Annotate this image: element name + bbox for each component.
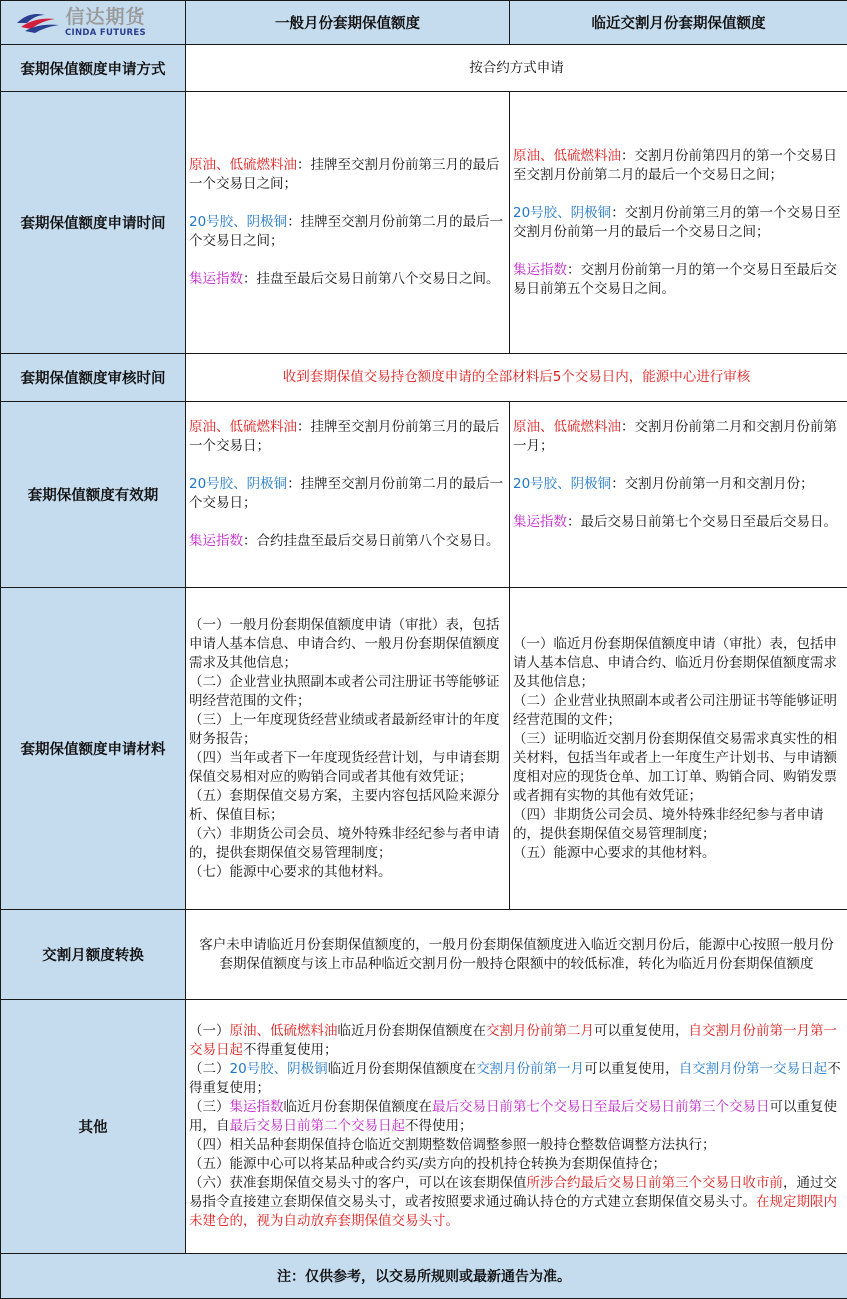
logo-english-text: CINDA FUTURES [65,29,146,38]
other-item-6: （六）获准套期保值交易头寸的客户，可以在该套期保值所涉合约最后交易日前第三个交易日收市前，通过交易指令直接建立套期保值交易头寸，或者按照要求通过确认持仓的方式建立套期保值交易头寸。在规定期限内未建仓的，视为自动放弃套期保值交易头寸。 [189,1174,844,1231]
label-validity: 套期保值额度有效期 [1,402,186,588]
apply-time-general [186,92,510,354]
other-item-1: （一）原油、低硫燃料油临近月份套期保值额度在交割月份前第二月可以重复使用，自交割月份前第一月第一交易日起不得重复使用； [189,1022,844,1060]
transfer-value: 客户未申请临近月份套期保值额度的，一般月份套期保值额度进入临近交割月份后，能源中心按照一般月份套期保值额度与该上市品种临近交割月份一般持仓限额中的较低标准，转化为临近月份套期保值额度 [186,910,847,1000]
row-apply-time [1,92,847,354]
product-freight-index: 集运指数 [189,271,243,287]
materials-near: （一）临近月份套期保值额度申请（审批）表，包括申请人基本信息、申请合约、临近月份套期保值额度需求及其他信息； （二）企业营业执照副本或者公司注册证书等能够证明经营范围的文件； （三）证明临近交割月份套期保值交易需求真实性的相关材料，包括当年或者上一年度生产计划书、与申请额度相对应的现货仓单、加工订单、购销合同、购销发票或者拥有实物的其他有效凭证； （四）非期货公司会员、境外特殊非经纪参与者申请的，提供套期保值交易管理制度； （五）能源中心要求的其他材料。 [510,588,847,910]
other-item-3: （三）集运指数临近月份套期保值额度在最后交易日前第七个交易日至最后交易日前第三个交易日可以重复使用，自最后交易日前第二个交易日起不得使用； [189,1098,844,1136]
apply-method-value: 按合约方式申请 [186,45,847,92]
product-rubber-copper: 20号胶、阴极铜 [513,476,611,492]
apply-time-near [510,92,847,354]
footer-row [1,1254,847,1299]
label-materials: 套期保值额度申请材料 [1,588,186,910]
logo-cell [1,1,186,45]
apply-time-near-crude: 原油、低硫燃料油：交割月份前第四月的第一个交易日至交割月份前第二月的最后一个交易日之间； [513,147,844,185]
header-general-month: 一般月份套期保值额度 [186,1,510,45]
product-crude-oil: 原油、低硫燃料油 [189,419,297,435]
cinda-logo-icon [15,9,61,37]
footer-note: 注：仅供参考，以交易所规则或最新通告为准。 [1,1254,847,1299]
other-value [186,1000,847,1254]
apply-time-near-rubber: 20号胶、阴极铜：交割月份前第三月的第一个交易日至交割月份前第一月的最后一个交易日之间； [513,204,844,242]
validity-general: 原油、低硫燃料油：挂牌至交割月份前第三月的最后一个交易日； 20号胶、阴极铜：挂牌至交割月份前第二月的最后一个交易日； 集运指数：合约挂盘至最后交易日前第八个交易日。 [186,402,510,588]
row-other [1,1000,847,1254]
logo-chinese-text: 信达期货 [65,8,146,27]
row-method [1,45,847,92]
product-freight-index: 集运指数 [513,262,567,278]
product-crude-oil: 原油、低硫燃料油 [513,148,621,164]
apply-time-general-crude: 原油、低硫燃料油：挂牌至交割月份前第三月的最后一个交易日之间； [189,156,506,194]
product-crude-oil: 原油、低硫燃料油 [513,419,621,435]
product-rubber-copper: 20号胶、阴极铜 [189,476,287,492]
apply-time-general-rubber: 20号胶、阴极铜：挂牌至交割月份前第二月的最后一个交易日之间； [189,213,506,251]
product-crude-oil: 原油、低硫燃料油 [189,157,297,173]
other-item-2: （二）20号胶、阴极铜临近月份套期保值额度在交割月份前第一月可以重复使用，自交割月份第一交易日起不得重复使用； [189,1060,844,1098]
label-apply-method: 套期保值额度申请方式 [1,45,186,92]
apply-time-near-freight: 集运指数：交割月份前第一月的第一个交易日至最后交易日前第五个交易日之间。 [513,261,844,299]
apply-time-general-freight: 集运指数：挂盘至最后交易日前第八个交易日之间。 [189,270,506,289]
header-near-month: 临近交割月份套期保值额度 [510,1,847,45]
product-freight-index: 集运指数 [513,514,567,530]
label-apply-time: 套期保值额度申请时间 [1,92,186,354]
header-row [1,1,847,45]
row-transfer [1,910,847,1000]
product-rubber-copper: 20号胶、阴极铜 [189,214,287,230]
label-transfer: 交割月额度转换 [1,910,186,1000]
product-freight-index: 集运指数 [189,533,243,549]
row-validity [1,402,847,588]
product-rubber-copper: 20号胶、阴极铜 [513,205,611,221]
review-time-value: 收到套期保值交易持仓额度申请的全部材料后5个交易日内，能源中心进行审核 [186,354,847,402]
validity-near: 原油、低硫燃料油：交割月份前第二月和交割月份前第一月； 20号胶、阴极铜：交割月份前第一月和交割月份； 集运指数：最后交易日前第七个交易日至最后交易日。 [510,402,847,588]
row-materials [1,588,847,910]
other-item-4: （四）相关品种套期保值持仓临近交割期整数倍调整参照一般持仓整数倍调整方法执行； [189,1136,844,1155]
label-review-time: 套期保值额度审核时间 [1,354,186,402]
other-item-5: （五）能源中心可以将某品种或合约买/卖方向的投机持仓转换为套期保值持仓； [189,1155,844,1174]
row-review-time [1,354,847,402]
label-other: 其他 [1,1000,186,1254]
materials-general: （一）一般月份套期保值额度申请（审批）表，包括申请人基本信息、申请合约、一般月份套期保值额度需求及其他信息； （二）企业营业执照副本或者公司注册证书等能够证明经营范围的文件； （三）上一年度现货经营业绩或者最新经审计的年度财务报告； （四）当年或者下一年度现货经营计划，与申请套期保值交易相对应的购销合同或者其他有效凭证； （五）套期保值交易方案，主要内容包括风险来源分析、保值目标； （六）非期货公司会员、境外特殊非经纪参与者申请的，提供套期保值交易管理制度； （七）能源中心要求的其他材料。 [186,588,510,910]
